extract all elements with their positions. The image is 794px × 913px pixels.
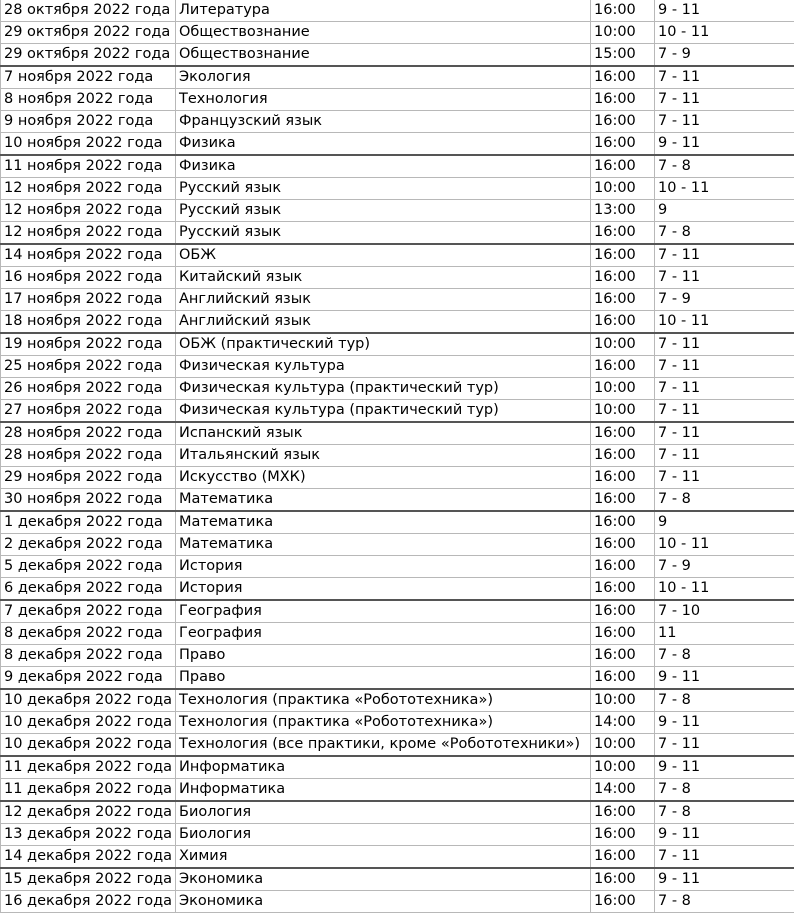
grades-cell: 7 - 11	[655, 333, 794, 356]
subject-cell: Математика	[176, 511, 591, 534]
time-cell: 16:00	[591, 623, 655, 645]
subject-cell: Технология (практика «Робототехника»)	[176, 712, 591, 734]
date-cell: 5 декабря 2022 года	[1, 556, 176, 578]
subject-cell: История	[176, 556, 591, 578]
subject-cell: Французский язык	[176, 111, 591, 133]
date-cell: 14 декабря 2022 года	[1, 846, 176, 869]
table-row	[1, 578, 794, 601]
time-cell: 16:00	[591, 356, 655, 378]
time-cell: 16:00	[591, 801, 655, 824]
time-cell: 16:00	[591, 600, 655, 623]
time-cell: 16:00	[591, 824, 655, 846]
grades-cell: 7 - 9	[655, 556, 794, 578]
time-cell: 16:00	[591, 66, 655, 89]
table-row	[1, 801, 794, 824]
grades-cell: 9 - 11	[655, 133, 794, 156]
date-cell: 26 ноября 2022 года	[1, 378, 176, 400]
subject-cell: Экология	[176, 66, 591, 89]
table-row	[1, 600, 794, 623]
grades-cell: 7 - 8	[655, 155, 794, 178]
date-cell: 8 ноября 2022 года	[1, 89, 176, 111]
table-row	[1, 445, 794, 467]
time-cell: 10:00	[591, 22, 655, 44]
subject-cell: Русский язык	[176, 222, 591, 245]
time-cell: 16:00	[591, 133, 655, 156]
grades-cell: 7 - 8	[655, 891, 794, 913]
date-cell: 17 ноября 2022 года	[1, 289, 176, 311]
grades-cell: 10 - 11	[655, 311, 794, 334]
time-cell: 10:00	[591, 689, 655, 712]
date-cell: 12 ноября 2022 года	[1, 222, 176, 245]
time-cell: 16:00	[591, 222, 655, 245]
date-cell: 12 ноября 2022 года	[1, 200, 176, 222]
date-cell: 12 ноября 2022 года	[1, 178, 176, 200]
subject-cell: Физическая культура (практический тур)	[176, 378, 591, 400]
time-cell: 16:00	[591, 667, 655, 690]
date-cell: 10 ноября 2022 года	[1, 133, 176, 156]
table-row	[1, 178, 794, 200]
time-cell: 16:00	[591, 511, 655, 534]
grades-cell: 10 - 11	[655, 578, 794, 601]
subject-cell: ОБЖ (практический тур)	[176, 333, 591, 356]
table-row	[1, 289, 794, 311]
date-cell: 28 ноября 2022 года	[1, 445, 176, 467]
table-row	[1, 66, 794, 89]
table-row	[1, 155, 794, 178]
time-cell: 10:00	[591, 400, 655, 423]
table-row	[1, 645, 794, 667]
date-cell: 27 ноября 2022 года	[1, 400, 176, 423]
date-cell: 13 декабря 2022 года	[1, 824, 176, 846]
grades-cell: 9 - 11	[655, 667, 794, 690]
time-cell: 16:00	[591, 891, 655, 913]
grades-cell: 10 - 11	[655, 534, 794, 556]
table-row	[1, 779, 794, 802]
table-row	[1, 824, 794, 846]
table-row	[1, 511, 794, 534]
subject-cell: Информатика	[176, 756, 591, 779]
table-row	[1, 333, 794, 356]
table-row	[1, 712, 794, 734]
grades-cell: 7 - 11	[655, 66, 794, 89]
time-cell: 14:00	[591, 779, 655, 802]
date-cell: 8 декабря 2022 года	[1, 623, 176, 645]
grades-cell: 10 - 11	[655, 22, 794, 44]
subject-cell: Право	[176, 645, 591, 667]
grades-cell: 9	[655, 511, 794, 534]
subject-cell: География	[176, 600, 591, 623]
date-cell: 29 ноября 2022 года	[1, 467, 176, 489]
grades-cell: 7 - 11	[655, 467, 794, 489]
grades-cell: 9 - 11	[655, 712, 794, 734]
grades-cell: 11	[655, 623, 794, 645]
time-cell: 10:00	[591, 178, 655, 200]
grades-cell: 9 - 11	[655, 824, 794, 846]
date-cell: 16 декабря 2022 года	[1, 891, 176, 913]
table-row	[1, 44, 794, 67]
subject-cell: Русский язык	[176, 200, 591, 222]
time-cell: 16:00	[591, 155, 655, 178]
date-cell: 11 ноября 2022 года	[1, 155, 176, 178]
grades-cell: 7 - 8	[655, 489, 794, 512]
date-cell: 28 октября 2022 года	[1, 0, 176, 22]
subject-cell: Химия	[176, 846, 591, 869]
grades-cell: 7 - 9	[655, 44, 794, 67]
table-row	[1, 467, 794, 489]
table-row	[1, 378, 794, 400]
subject-cell: Технология (практика «Робототехника»)	[176, 689, 591, 712]
grades-cell: 10 - 11	[655, 178, 794, 200]
grades-cell: 7 - 11	[655, 846, 794, 869]
subject-cell: Искусство (МХК)	[176, 467, 591, 489]
grades-cell: 7 - 11	[655, 111, 794, 133]
table-row	[1, 111, 794, 133]
subject-cell: Литература	[176, 0, 591, 22]
grades-cell: 7 - 8	[655, 779, 794, 802]
subject-cell: Обществознание	[176, 44, 591, 67]
date-cell: 10 декабря 2022 года	[1, 734, 176, 757]
time-cell: 16:00	[591, 578, 655, 601]
time-cell: 16:00	[591, 445, 655, 467]
time-cell: 16:00	[591, 868, 655, 891]
grades-cell: 9 - 11	[655, 0, 794, 22]
date-cell: 14 ноября 2022 года	[1, 244, 176, 267]
date-cell: 6 декабря 2022 года	[1, 578, 176, 601]
time-cell: 10:00	[591, 378, 655, 400]
date-cell: 19 ноября 2022 года	[1, 333, 176, 356]
subject-cell: Физическая культура (практический тур)	[176, 400, 591, 423]
subject-cell: Технология (все практики, кроме «Робототехники»)	[176, 734, 591, 757]
table-row	[1, 22, 794, 44]
table-row	[1, 534, 794, 556]
grades-cell: 7 - 11	[655, 356, 794, 378]
grades-cell: 7 - 8	[655, 645, 794, 667]
grades-cell: 7 - 10	[655, 600, 794, 623]
date-cell: 30 ноября 2022 года	[1, 489, 176, 512]
date-cell: 9 декабря 2022 года	[1, 667, 176, 690]
grades-cell: 9 - 11	[655, 756, 794, 779]
date-cell: 8 декабря 2022 года	[1, 645, 176, 667]
time-cell: 16:00	[591, 489, 655, 512]
table-row	[1, 200, 794, 222]
table-row	[1, 556, 794, 578]
subject-cell: Экономика	[176, 891, 591, 913]
grades-cell: 7 - 8	[655, 689, 794, 712]
table-row	[1, 734, 794, 757]
subject-cell: Физическая культура	[176, 356, 591, 378]
grades-cell: 7 - 8	[655, 801, 794, 824]
date-cell: 18 ноября 2022 года	[1, 311, 176, 334]
subject-cell: Биология	[176, 824, 591, 846]
grades-cell: 7 - 11	[655, 89, 794, 111]
date-cell: 10 декабря 2022 года	[1, 712, 176, 734]
grades-cell: 7 - 11	[655, 244, 794, 267]
grades-cell: 9	[655, 200, 794, 222]
table-row	[1, 222, 794, 245]
table-row	[1, 244, 794, 267]
date-cell: 10 декабря 2022 года	[1, 689, 176, 712]
grades-cell: 7 - 11	[655, 378, 794, 400]
subject-cell: Английский язык	[176, 311, 591, 334]
subject-cell: География	[176, 623, 591, 645]
table-row	[1, 356, 794, 378]
date-cell: 11 декабря 2022 года	[1, 779, 176, 802]
date-cell: 29 октября 2022 года	[1, 44, 176, 67]
table-row	[1, 868, 794, 891]
date-cell: 25 ноября 2022 года	[1, 356, 176, 378]
grades-cell: 7 - 11	[655, 445, 794, 467]
table-row	[1, 756, 794, 779]
subject-cell: Экономика	[176, 868, 591, 891]
table-row	[1, 846, 794, 869]
time-cell: 16:00	[591, 111, 655, 133]
table-row	[1, 400, 794, 423]
date-cell: 1 декабря 2022 года	[1, 511, 176, 534]
time-cell: 16:00	[591, 244, 655, 267]
grades-cell: 7 - 11	[655, 400, 794, 423]
table-row	[1, 891, 794, 913]
grades-cell: 7 - 8	[655, 222, 794, 245]
subject-cell: Физика	[176, 133, 591, 156]
date-cell: 2 декабря 2022 года	[1, 534, 176, 556]
grades-cell: 7 - 11	[655, 734, 794, 757]
subject-cell: Испанский язык	[176, 422, 591, 445]
time-cell: 16:00	[591, 422, 655, 445]
date-cell: 11 декабря 2022 года	[1, 756, 176, 779]
subject-cell: История	[176, 578, 591, 601]
date-cell: 16 ноября 2022 года	[1, 267, 176, 289]
subject-cell: Китайский язык	[176, 267, 591, 289]
time-cell: 16:00	[591, 645, 655, 667]
subject-cell: Биология	[176, 801, 591, 824]
time-cell: 16:00	[591, 556, 655, 578]
subject-cell: Математика	[176, 489, 591, 512]
date-cell: 28 ноября 2022 года	[1, 422, 176, 445]
time-cell: 16:00	[591, 89, 655, 111]
subject-cell: ОБЖ	[176, 244, 591, 267]
grades-cell: 9 - 11	[655, 868, 794, 891]
date-cell: 29 октября 2022 года	[1, 22, 176, 44]
time-cell: 10:00	[591, 756, 655, 779]
time-cell: 13:00	[591, 200, 655, 222]
table-row	[1, 0, 794, 22]
date-cell: 7 ноября 2022 года	[1, 66, 176, 89]
table-row	[1, 422, 794, 445]
time-cell: 16:00	[591, 534, 655, 556]
subject-cell: Итальянский язык	[176, 445, 591, 467]
grades-cell: 7 - 11	[655, 267, 794, 289]
subject-cell: Технология	[176, 89, 591, 111]
time-cell: 16:00	[591, 267, 655, 289]
time-cell: 14:00	[591, 712, 655, 734]
subject-cell: Обществознание	[176, 22, 591, 44]
time-cell: 15:00	[591, 44, 655, 67]
grades-cell: 7 - 11	[655, 422, 794, 445]
table-row	[1, 667, 794, 690]
subject-cell: Информатика	[176, 779, 591, 802]
table-row	[1, 133, 794, 156]
date-cell: 15 декабря 2022 года	[1, 868, 176, 891]
date-cell: 12 декабря 2022 года	[1, 801, 176, 824]
subject-cell: Английский язык	[176, 289, 591, 311]
table-row	[1, 267, 794, 289]
table-row	[1, 89, 794, 111]
subject-cell: Физика	[176, 155, 591, 178]
table-row	[1, 489, 794, 512]
subject-cell: Право	[176, 667, 591, 690]
time-cell: 16:00	[591, 846, 655, 869]
date-cell: 7 декабря 2022 года	[1, 600, 176, 623]
table-row	[1, 311, 794, 334]
grades-cell: 7 - 9	[655, 289, 794, 311]
time-cell: 16:00	[591, 289, 655, 311]
time-cell: 10:00	[591, 734, 655, 757]
table-row	[1, 689, 794, 712]
time-cell: 16:00	[591, 467, 655, 489]
date-cell: 9 ноября 2022 года	[1, 111, 176, 133]
time-cell: 16:00	[591, 0, 655, 22]
time-cell: 16:00	[591, 311, 655, 334]
subject-cell: Математика	[176, 534, 591, 556]
subject-cell: Русский язык	[176, 178, 591, 200]
schedule-table-body	[1, 0, 794, 913]
time-cell: 10:00	[591, 333, 655, 356]
table-row	[1, 623, 794, 645]
